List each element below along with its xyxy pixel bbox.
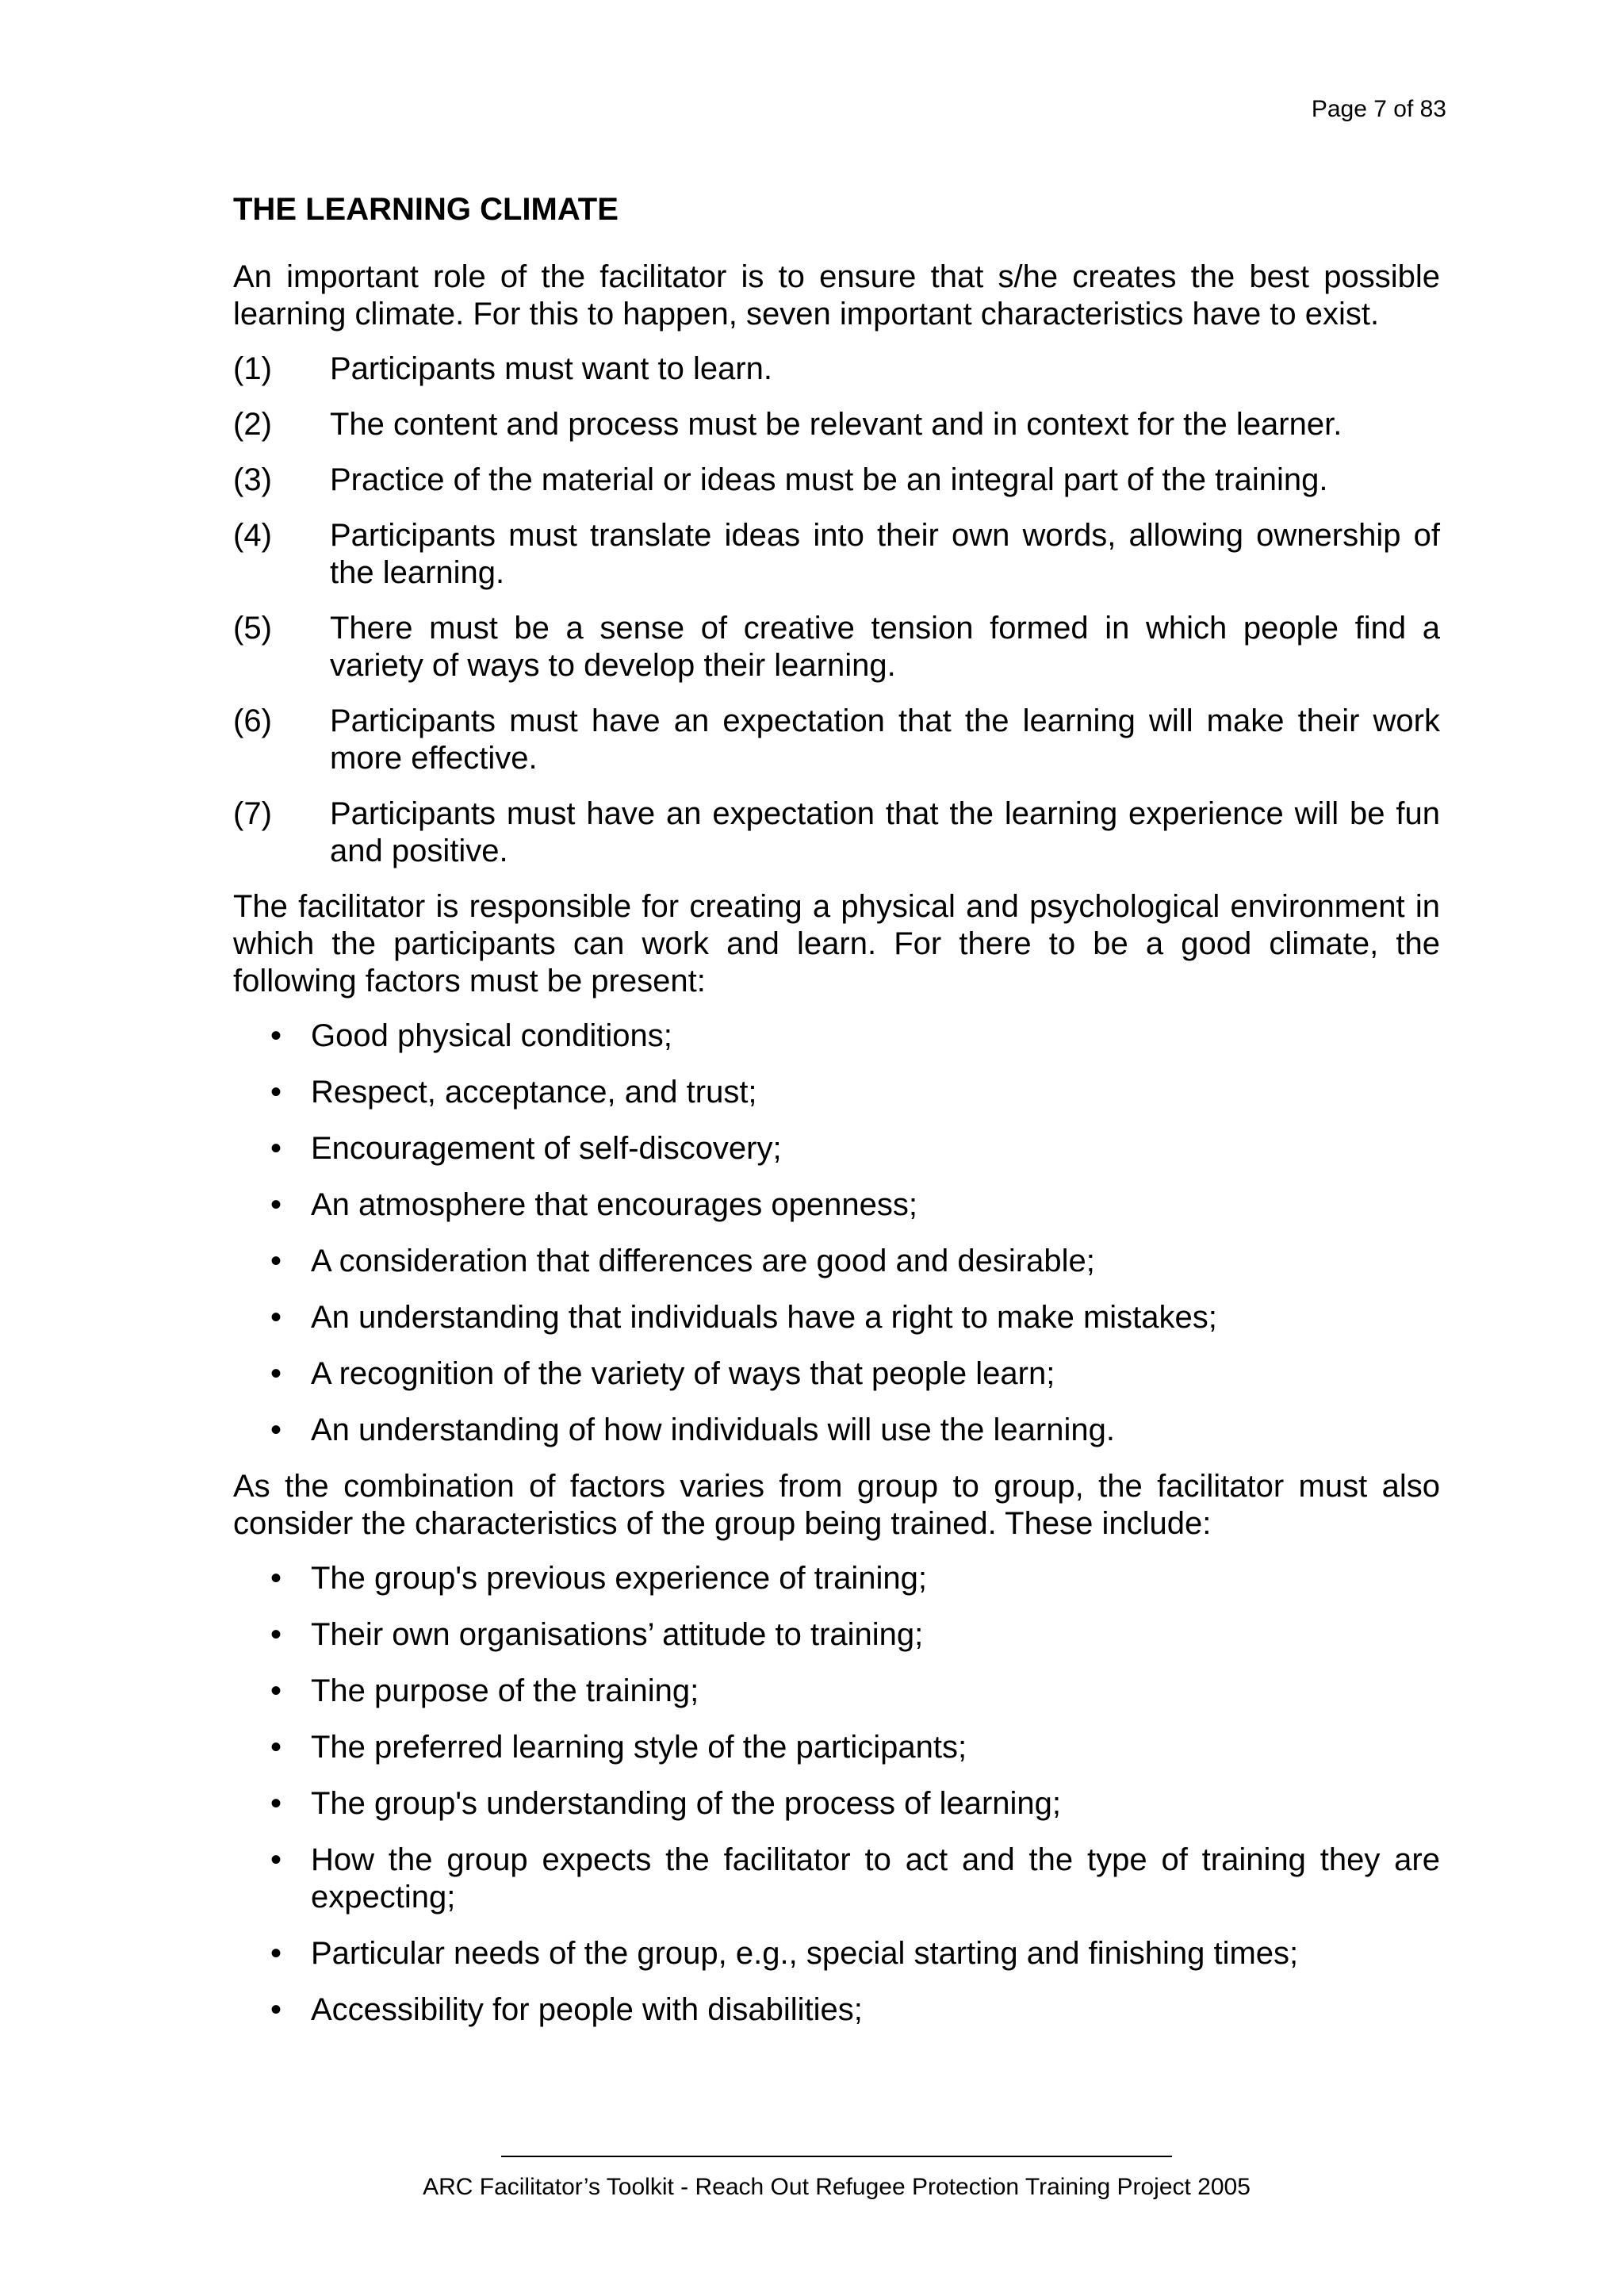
list-item <box>270 1673 1440 1710</box>
list-item-text: A recognition of the variety of ways that people learn; <box>311 1356 1055 1391</box>
list-item <box>233 517 1440 592</box>
list-item-text: Good physical conditions; <box>311 1018 672 1053</box>
list-item <box>270 1243 1440 1280</box>
bullet-icon: • <box>270 1412 282 1447</box>
list-item-text: Participants must translate ideas into their own words, allowing ownership of the learning. <box>330 518 1440 590</box>
bullet-icon: • <box>270 1730 282 1765</box>
list-item <box>270 1842 1440 1916</box>
bullet-icon: • <box>270 1786 282 1821</box>
list-item <box>233 610 1440 684</box>
list-item <box>233 406 1440 443</box>
list-item-text: An understanding that individuals have a right to make mistakes; <box>311 1300 1217 1335</box>
list-item-number: (5) <box>233 611 272 646</box>
list-item <box>270 1299 1440 1336</box>
document-body <box>233 190 1440 2048</box>
bullet-icon: • <box>270 1018 282 1053</box>
bullet-icon: • <box>270 1842 282 1877</box>
page-number: Page 7 of 83 <box>1311 96 1446 122</box>
characteristics-list <box>233 351 1440 870</box>
list-item <box>233 703 1440 777</box>
list-item-text: How the group expects the facilitator to act and the type of training they are expecting; <box>311 1842 1440 1915</box>
bullet-icon: • <box>270 1936 282 1971</box>
list-item-text: An understanding of how individuals will use the learning. <box>311 1412 1115 1447</box>
list-item-text: The group's previous experience of training; <box>311 1561 927 1596</box>
bullet-icon: • <box>270 1992 282 2027</box>
list-item-text: The content and process must be relevant and in context for the learner. <box>330 407 1342 442</box>
list-item <box>233 462 1440 499</box>
list-item-text: Accessibility for people with disabilities; <box>311 1992 863 2027</box>
list-item <box>270 1785 1440 1823</box>
list-item-number: (7) <box>233 796 272 831</box>
list-item-number: (1) <box>233 351 272 386</box>
list-item <box>270 1729 1440 1766</box>
list-item-text: The group's understanding of the process of learning; <box>311 1786 1062 1821</box>
bullet-icon: • <box>270 1300 282 1335</box>
bullet-icon: • <box>270 1673 282 1708</box>
list-item-text: Participants must want to learn. <box>330 351 773 386</box>
list-item <box>233 795 1440 870</box>
list-item-text: A consideration that differences are good and desirable; <box>311 1244 1095 1278</box>
climate-factors-list <box>233 1018 1440 1449</box>
list-item <box>270 1560 1440 1597</box>
list-item-text: There must be a sense of creative tension formed in which people find a variety of ways to develop their learning. <box>330 611 1440 683</box>
list-item-text: Particular needs of the group, e.g., special starting and finishing times; <box>311 1936 1299 1971</box>
bullet-icon: • <box>270 1075 282 1110</box>
list-item-text: Respect, acceptance, and trust; <box>311 1075 757 1110</box>
list-item <box>270 1355 1440 1393</box>
list-item <box>270 1991 1440 2029</box>
list-item <box>270 1412 1440 1449</box>
list-item <box>270 1074 1440 1111</box>
bullet-icon: • <box>270 1131 282 1166</box>
list-item-text: Participants must have an expectation that the learning will make their work more effective. <box>330 703 1440 776</box>
list-item-number: (2) <box>233 407 272 442</box>
list-item-text: The preferred learning style of the participants; <box>311 1730 967 1765</box>
list-item <box>270 1935 1440 1972</box>
bullet-icon: • <box>270 1561 282 1596</box>
list-item-text: The purpose of the training; <box>311 1673 699 1708</box>
list-item-number: (6) <box>233 703 272 738</box>
list-item-text: Practice of the material or ideas must be an integral part of the training. <box>330 462 1328 497</box>
list-item-text: Their own organisations’ attitude to training; <box>311 1617 924 1652</box>
page-footer: ARC Facilitator’s Toolkit - Reach Out Refugee Protection Training Project 2005 <box>423 2174 1251 2200</box>
list-item-number: (3) <box>233 462 272 497</box>
group-characteristics-list <box>233 1560 1440 2029</box>
climate-paragraph: The facilitator is responsible for creating a physical and psychological environment in which the participants can work and learn. For there to be a good climate, the following factors must be present: <box>233 889 1440 999</box>
list-item-text: Encouragement of self-discovery; <box>311 1131 782 1166</box>
bullet-icon: • <box>270 1244 282 1278</box>
list-item <box>270 1186 1440 1224</box>
list-item <box>270 1130 1440 1167</box>
list-item-text: Participants must have an expectation that the learning experience will be fun and positive. <box>330 796 1440 868</box>
list-item <box>233 351 1440 388</box>
list-item <box>270 1018 1440 1055</box>
section-title: THE LEARNING CLIMATE <box>233 192 619 227</box>
group-paragraph: As the combination of factors varies from group to group, the facilitator must also consider the characteristics of the group being trained. These include: <box>233 1469 1440 1541</box>
list-item-text: An atmosphere that encourages openness; <box>311 1187 917 1222</box>
bullet-icon: • <box>270 1356 282 1391</box>
list-item-number: (4) <box>233 518 272 553</box>
bullet-icon: • <box>270 1617 282 1652</box>
list-item <box>270 1616 1440 1654</box>
footer-divider <box>501 2156 1172 2157</box>
bullet-icon: • <box>270 1187 282 1222</box>
intro-paragraph: An important role of the facilitator is to ensure that s/he creates the best possible learning climate. For this to happen, seven important characteristics have to exist. <box>233 259 1440 332</box>
